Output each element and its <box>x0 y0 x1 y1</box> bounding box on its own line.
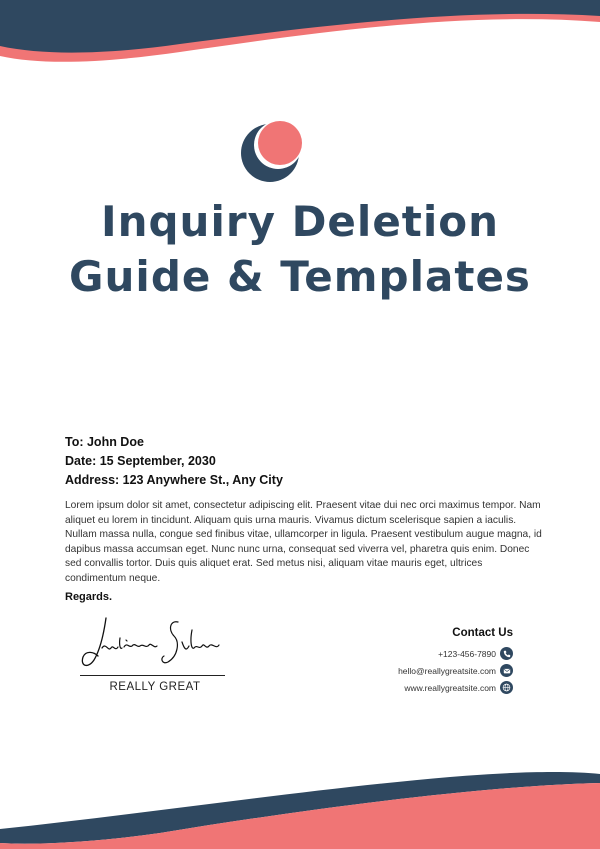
recipient-address: Address: 123 Anywhere St., Any City <box>65 473 283 487</box>
title-line-2: Guide & Templates <box>69 252 531 301</box>
handwritten-signature <box>78 612 238 674</box>
contact-title: Contact Us <box>452 627 513 639</box>
contact-email[interactable]: hello@reallygreatsite.com <box>398 665 496 676</box>
contact-block <box>398 627 513 696</box>
signature-line <box>80 675 225 676</box>
title-line-1: Inquiry Deletion <box>100 197 500 246</box>
recipient-to: To: John Doe <box>65 435 144 449</box>
contact-email-row[interactable] <box>398 662 513 679</box>
phone-icon <box>500 647 513 660</box>
page-title <box>0 194 600 304</box>
contact-phone[interactable]: +123-456-7890 <box>438 648 496 659</box>
bottom-wave-decoration <box>0 769 600 849</box>
globe-icon <box>500 681 513 694</box>
contact-phone-row[interactable] <box>398 645 513 662</box>
logo-icon <box>240 118 306 184</box>
closing-text: Regards. <box>65 591 113 603</box>
letter-date: Date: 15 September, 2030 <box>65 454 216 468</box>
recipient-block <box>65 433 283 490</box>
contact-website-row[interactable] <box>398 679 513 696</box>
signature-company: REALLY GREAT <box>109 681 201 693</box>
contact-website[interactable]: www.reallygreatsite.com <box>404 682 496 693</box>
top-wave-decoration <box>0 0 600 80</box>
email-icon <box>500 664 513 677</box>
letter-body: Lorem ipsum dolor sit amet, consectetur adipiscing elit. Praesent vitae dui nec orci maximus tempor. Nam aliquet eu lorem in tincidunt. Aliquam quis urna mauris. Vivamus dictum scelerisque sapien a iaculis. Nullam massa nulla, congue sed finibus vitae, ullamcorper in ligula. Praesent vestibulum augue magna, id dapibus massa accumsan eget. Nunc nunc urna, consequat sed viverra vel, pharetra quis enim. Donec sed convallis tortor. Duis quis aliquet erat. Sed metus nisi, aliquam vitae mauris eget, ultrices condimentum neque. <box>65 500 542 584</box>
